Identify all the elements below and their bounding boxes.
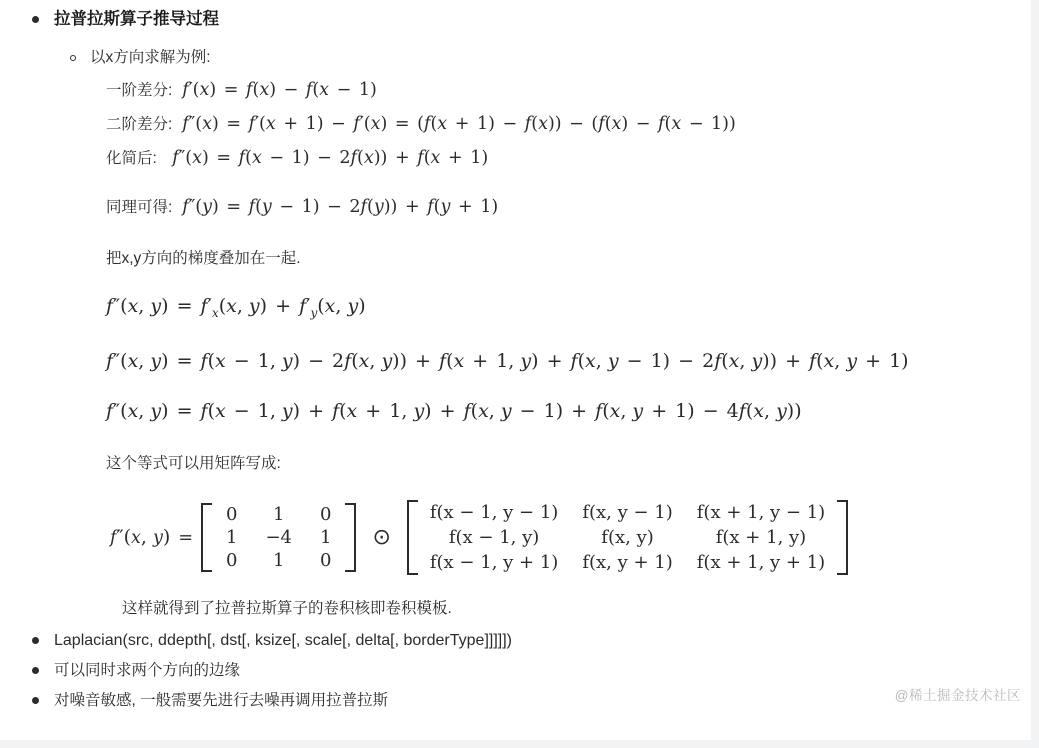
second-diff-line <box>106 111 1039 138</box>
first-diff-line <box>106 77 1039 104</box>
horizontal-scrollbar[interactable] <box>0 740 1039 748</box>
neighborhood-matrix <box>407 500 848 575</box>
combine-paragraph: 把x,y方向的梯度叠加在一起. <box>106 250 301 267</box>
noise-sensitive-text: 对噪音敏感, 一般需要先进行去噪再调用拉普拉斯 <box>54 691 389 709</box>
table-row <box>418 550 837 575</box>
neighborhood-cell: f(x, y + 1) <box>582 551 673 573</box>
first-diff-label: 一阶差分: <box>106 82 173 99</box>
neighborhood-cell: f(x + 1, y) <box>715 526 807 548</box>
bracket-left <box>407 500 418 575</box>
kernel-cell: 0 <box>319 549 332 571</box>
kernel-cell: 1 <box>272 503 285 525</box>
kernel-matrix <box>201 503 356 572</box>
outline-sublist <box>54 46 1039 621</box>
neighborhood-cell: f(x + 1, y − 1) <box>696 501 826 523</box>
kernel-cell: 1 <box>319 526 332 548</box>
table-row <box>212 526 345 549</box>
table-row <box>212 503 345 526</box>
second-diff-label: 二阶差分: <box>106 116 173 133</box>
kernel-cell: 1 <box>225 526 238 548</box>
neighborhood-cell: f(x − 1, y − 1) <box>429 501 559 523</box>
outline-list <box>0 6 1039 715</box>
laplacian-signature-text: Laplacian(src, ddepth[, dst[, ksize[, scale[, delta[, borderType]]]]]) <box>54 631 512 649</box>
hadamard-operator-icon: ⊙ <box>372 524 391 550</box>
bracket-left <box>201 503 212 572</box>
kernel-cell: 0 <box>225 549 238 571</box>
y-direction-formula: f″(y) = f(y − 1) − 2f(y)) + f(y + 1) <box>182 197 499 217</box>
neighborhood-cell: f(x, y) <box>601 526 654 548</box>
vertical-scrollbar[interactable] <box>1031 0 1039 748</box>
first-diff-formula: f′(x) = f(x) − f(x − 1) <box>182 80 377 100</box>
watermark-label: @稀土掘金技术社区 <box>894 688 1021 703</box>
outline-item-derivation <box>0 6 1039 621</box>
y-direction-line <box>106 194 1039 221</box>
simplified-line <box>106 145 1039 172</box>
matrix-intro-paragraph: 这个等式可以用矩阵写成: <box>106 454 281 472</box>
neighborhood-cell: f(x, y − 1) <box>582 501 673 523</box>
simplified-label: 化简后: <box>106 150 157 167</box>
same-reason-label: 同理可得: <box>106 199 173 216</box>
page-title: 拉普拉斯算子推导过程 <box>54 10 219 28</box>
outline-subitem-x-direction <box>54 46 1039 621</box>
second-diff-formula: f″(x) = f′(x + 1) − f′(x) = (f(x + 1) − f(x)) − (f(x) − f(x − 1)) <box>182 114 736 134</box>
sum-grad-line-1: f″(x, $y) = f'_x(x$, $y) + f'_y(x$, y) <box>106 295 366 320</box>
kernel-cell: 1 <box>272 549 285 571</box>
matrix-equation <box>110 500 1039 575</box>
sum-grad-line-2: f″(x, y) = f(x − 1, y) − 2f(x, y)) + f(x + 1, y) + f(x, y − 1) − 2f(x, y)) + f(x, y + 1) <box>106 349 909 372</box>
table-row <box>418 525 837 550</box>
kernel-cell: 0 <box>225 503 238 525</box>
table-row <box>212 549 345 572</box>
outline-item-noise-sensitive <box>0 687 1039 715</box>
two-directions-text: 可以同时求两个方向的边缘 <box>54 661 241 679</box>
kernel-cells <box>212 503 345 572</box>
outline-item-laplacian-signature <box>0 627 1039 655</box>
neighborhood-cell: f(x − 1, y) <box>448 526 540 548</box>
neighborhood-cell: f(x − 1, y + 1) <box>429 551 559 573</box>
kernel-cell: 0 <box>319 503 332 525</box>
kernel-cell: −4 <box>265 526 292 548</box>
bracket-right <box>837 500 848 575</box>
neighborhood-cells <box>418 500 837 575</box>
bracket-right <box>345 503 356 572</box>
neighborhood-cell: f(x + 1, y + 1) <box>696 551 826 573</box>
outline-item-two-directions <box>0 657 1039 685</box>
math-block-1d <box>106 77 1039 621</box>
simplified-formula: f″(x) = f(x − 1) − 2f(x)) + f(x + 1) <box>172 148 489 168</box>
matrix-lhs: f″(x, y) = <box>110 526 193 549</box>
sum-grad-line-3: f″(x, y) = f(x − 1, y) + f(x + 1, y) + f(x, y − 1) + f(x, y + 1) − 4f(x, y)) <box>106 399 802 422</box>
table-row <box>418 500 837 525</box>
conclusion-paragraph: 这样就得到了拉普拉斯算子的卷积核即卷积模板. <box>122 599 452 617</box>
sub-lead-text: 以x方向求解为例: <box>90 49 211 66</box>
